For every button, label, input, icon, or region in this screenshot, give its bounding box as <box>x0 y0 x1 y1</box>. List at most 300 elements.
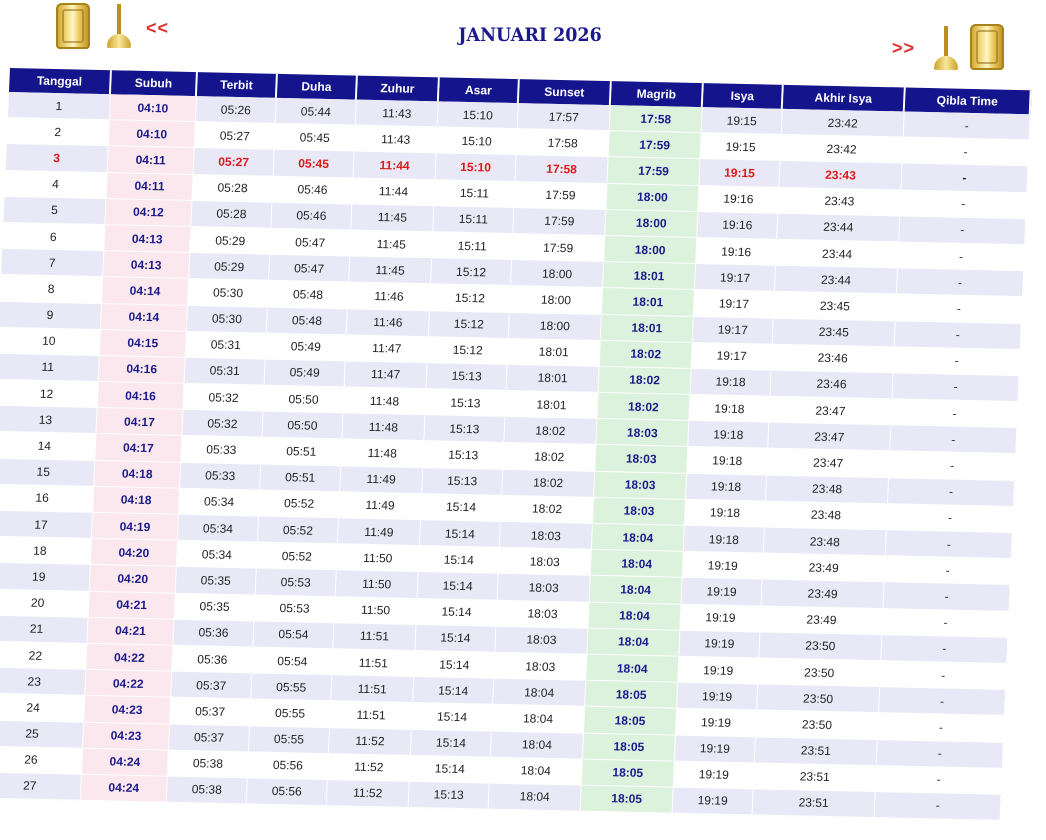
cell-asar: 15:10 <box>436 154 517 182</box>
cell-tanggal: 11 <box>0 354 100 382</box>
cell-duha: 05:44 <box>276 98 357 126</box>
cell-isya: 19:19 <box>682 578 763 606</box>
cell-akhir-isya: 23:47 <box>769 397 892 426</box>
cell-magrib: 18:05 <box>583 733 676 761</box>
cell-terbit: 05:32 <box>182 410 263 438</box>
cell-sunset: 18:02 <box>502 469 595 497</box>
cell-subuh: 04:23 <box>83 722 170 750</box>
cell-sunset: 18:03 <box>500 522 593 550</box>
cell-isya: 19:17 <box>692 343 773 371</box>
cell-terbit: 05:31 <box>185 358 266 386</box>
cell-sunset: 18:04 <box>490 757 583 785</box>
cell-asar: 15:14 <box>416 599 497 627</box>
cell-zuhur: 11:52 <box>329 728 412 756</box>
cell-akhir-isya: 23:43 <box>778 187 901 216</box>
cell-sunset: 17:57 <box>518 103 611 131</box>
cell-terbit: 05:27 <box>194 148 275 176</box>
cell-isya: 19:18 <box>687 447 768 475</box>
cell-zuhur: 11:43 <box>355 126 438 154</box>
cell-duha: 05:52 <box>257 543 338 571</box>
cell-terbit: 05:37 <box>171 672 252 700</box>
cell-duha: 05:45 <box>274 150 355 178</box>
cell-zuhur: 11:45 <box>350 230 433 258</box>
cell-tanggal: 8 <box>0 275 103 303</box>
cell-tanggal: 19 <box>0 563 91 591</box>
cell-asar: 15:12 <box>430 285 511 313</box>
cell-subuh: 04:24 <box>82 748 169 776</box>
cell-asar: 15:14 <box>420 520 501 548</box>
cell-magrib: 18:04 <box>591 550 684 578</box>
cell-tanggal: 18 <box>0 537 92 565</box>
cell-qibla-time: - <box>883 583 1010 612</box>
cell-duha: 05:50 <box>262 412 343 440</box>
cell-magrib: 18:04 <box>592 524 685 552</box>
cell-asar: 15:13 <box>409 782 490 810</box>
table-body <box>0 92 1031 821</box>
cell-zuhur: 11:51 <box>332 649 415 677</box>
cell-tanggal: 1 <box>8 92 111 120</box>
cell-magrib: 18:00 <box>604 236 697 264</box>
cell-qibla-time: - <box>903 138 1030 167</box>
column-header-sunset: Sunset <box>519 79 612 105</box>
cell-isya: 19:18 <box>685 500 766 528</box>
cell-tanggal: 9 <box>0 301 102 329</box>
cell-asar: 15:12 <box>431 258 512 286</box>
cell-tanggal: 10 <box>0 328 101 356</box>
prev-month-button[interactable]: << <box>146 18 170 38</box>
cell-qibla-time: - <box>904 112 1031 141</box>
cell-isya: 19:15 <box>699 159 780 187</box>
cell-terbit: 05:34 <box>179 489 260 517</box>
cell-tanggal: 4 <box>4 170 107 198</box>
cell-terbit: 05:31 <box>186 332 267 360</box>
cell-sunset: 18:02 <box>501 496 594 524</box>
cell-zuhur: 11:49 <box>340 466 423 494</box>
cell-terbit: 05:37 <box>169 724 250 752</box>
cell-akhir-isya: 23:47 <box>767 449 890 478</box>
cell-terbit: 05:35 <box>175 593 256 621</box>
cell-qibla-time: - <box>897 269 1024 298</box>
cell-sunset: 18:01 <box>508 339 601 367</box>
cell-sunset: 17:59 <box>512 234 605 262</box>
cell-magrib: 18:02 <box>599 367 692 395</box>
cell-subuh: 04:21 <box>89 591 176 619</box>
cell-asar: 15:14 <box>421 494 502 522</box>
cell-terbit: 05:36 <box>172 646 253 674</box>
cell-qibla-time: - <box>880 661 1007 690</box>
cell-terbit: 05:34 <box>177 541 258 569</box>
cell-sunset: 17:58 <box>517 129 610 157</box>
cell-terbit: 05:34 <box>178 515 259 543</box>
cell-zuhur: 11:44 <box>352 178 435 206</box>
cell-subuh: 04:22 <box>85 670 172 698</box>
cell-duha: 05:55 <box>250 700 331 728</box>
cell-subuh: 04:15 <box>100 330 187 358</box>
cell-magrib: 18:01 <box>601 314 694 342</box>
cell-qibla-time: - <box>900 190 1027 219</box>
column-header-magrib: Magrib <box>611 81 704 107</box>
cell-qibla-time: - <box>882 609 1009 638</box>
cell-magrib: 17:59 <box>609 131 702 159</box>
cell-isya: 19:19 <box>680 604 761 632</box>
cell-akhir-isya: 23:49 <box>763 554 886 583</box>
cell-asar: 15:12 <box>428 337 509 365</box>
cell-asar: 15:11 <box>433 206 514 234</box>
cell-qibla-time: - <box>885 556 1012 585</box>
cell-magrib: 18:04 <box>586 655 679 683</box>
column-header-isya: Isya <box>703 83 784 109</box>
cell-subuh: 04:13 <box>104 225 191 253</box>
cell-asar: 15:11 <box>432 232 513 260</box>
cell-subuh: 04:18 <box>94 461 181 489</box>
cell-subuh: 04:17 <box>95 434 182 462</box>
cell-zuhur: 11:48 <box>342 414 425 442</box>
cell-magrib: 18:03 <box>596 419 689 447</box>
cell-qibla-time: - <box>901 164 1028 193</box>
cell-tanggal: 26 <box>0 746 83 774</box>
cell-subuh: 04:10 <box>110 94 197 122</box>
cell-duha: 05:46 <box>272 176 353 204</box>
cell-subuh: 04:16 <box>99 356 186 384</box>
cell-isya: 19:17 <box>695 264 776 292</box>
cell-tanggal: 6 <box>2 223 105 251</box>
cell-asar: 15:14 <box>414 651 495 679</box>
cell-magrib: 18:01 <box>603 262 696 290</box>
cell-qibla-time: - <box>892 373 1019 402</box>
cell-subuh: 04:10 <box>109 120 196 148</box>
cell-magrib: 18:03 <box>595 445 688 473</box>
cell-qibla-time: - <box>878 713 1005 742</box>
lantern-icon <box>970 24 1004 70</box>
cell-isya: 19:16 <box>696 238 777 266</box>
cell-qibla-time: - <box>879 687 1006 716</box>
cell-akhir-isya: 23:50 <box>756 711 879 740</box>
cell-duha: 05:53 <box>255 595 336 623</box>
cell-isya: 19:19 <box>674 761 755 789</box>
cell-asar: 15:13 <box>425 389 506 417</box>
cell-sunset: 18:04 <box>492 705 585 733</box>
cell-akhir-isya: 23:45 <box>773 318 896 347</box>
column-header-tanggal: Tanggal <box>9 68 112 94</box>
cell-akhir-isya: 23:44 <box>776 240 899 269</box>
cell-zuhur: 11:44 <box>354 152 437 180</box>
cell-isya: 19:19 <box>675 735 756 763</box>
cell-zuhur: 11:45 <box>351 204 434 232</box>
cell-magrib: 18:04 <box>587 629 680 657</box>
cell-qibla-time: - <box>887 504 1014 533</box>
cell-terbit: 05:28 <box>191 201 272 229</box>
column-header-zuhur: Zuhur <box>357 76 440 102</box>
cell-zuhur: 11:45 <box>349 257 432 285</box>
cell-terbit: 05:38 <box>167 776 248 804</box>
cell-zuhur: 11:52 <box>327 780 410 808</box>
cell-akhir-isya: 23:48 <box>764 528 887 557</box>
cell-isya: 19:17 <box>693 316 774 344</box>
cell-tanggal: 23 <box>0 668 86 696</box>
cell-akhir-isya: 23:42 <box>781 135 904 164</box>
cell-magrib: 17:58 <box>610 105 703 133</box>
cell-tanggal: 14 <box>0 432 96 460</box>
cell-duha: 05:55 <box>251 674 332 702</box>
cell-zuhur: 11:49 <box>338 518 421 546</box>
cell-zuhur: 11:48 <box>343 387 426 415</box>
cell-isya: 19:18 <box>684 526 765 554</box>
cell-terbit: 05:33 <box>180 462 261 490</box>
cell-qibla-time: - <box>888 478 1015 507</box>
cell-akhir-isya: 23:48 <box>766 475 889 504</box>
cell-subuh: 04:19 <box>92 513 179 541</box>
cell-subuh: 04:11 <box>106 173 193 201</box>
cell-zuhur: 11:43 <box>356 100 439 128</box>
cell-asar: 15:14 <box>415 625 496 653</box>
column-header-terbit: Terbit <box>197 72 278 98</box>
cell-magrib: 18:03 <box>594 471 687 499</box>
cell-duha: 05:54 <box>253 621 334 649</box>
cell-isya: 19:18 <box>689 395 770 423</box>
cell-zuhur: 11:46 <box>348 283 431 311</box>
cell-asar: 15:13 <box>423 442 504 470</box>
hanging-lamp-icon <box>944 26 948 56</box>
cell-subuh: 04:20 <box>91 539 178 567</box>
column-header-akhir-isya: Akhir Isya <box>783 85 906 112</box>
cell-tanggal: 7 <box>1 249 104 277</box>
cell-duha: 05:51 <box>260 464 341 492</box>
calendar-header <box>0 0 1046 70</box>
cell-zuhur: 11:52 <box>328 754 411 782</box>
cell-magrib: 18:05 <box>581 786 674 814</box>
cell-qibla-time: - <box>889 452 1016 481</box>
next-month-button[interactable]: >> <box>892 38 916 58</box>
cell-magrib: 18:02 <box>597 393 690 421</box>
cell-asar: 15:13 <box>424 415 505 443</box>
cell-subuh: 04:22 <box>86 644 173 672</box>
cell-sunset: 18:04 <box>493 679 586 707</box>
column-header-duha: Duha <box>277 74 358 100</box>
cell-akhir-isya: 23:42 <box>782 109 905 138</box>
cell-terbit: 05:30 <box>188 279 269 307</box>
cell-sunset: 17:58 <box>515 155 608 183</box>
cell-asar: 15:12 <box>429 311 510 339</box>
cell-terbit: 05:33 <box>181 436 262 464</box>
cell-subuh: 04:21 <box>87 618 174 646</box>
cell-sunset: 18:04 <box>491 731 584 759</box>
cell-subuh: 04:12 <box>105 199 192 227</box>
cell-magrib: 18:00 <box>605 210 698 238</box>
cell-subuh: 04:16 <box>98 382 185 410</box>
cell-duha: 05:50 <box>263 386 344 414</box>
page-title: JANUARI 2026 <box>458 24 602 46</box>
cell-sunset: 17:59 <box>513 208 606 236</box>
cell-akhir-isya: 23:51 <box>755 737 878 766</box>
cell-isya: 19:17 <box>694 290 775 318</box>
cell-sunset: 18:02 <box>504 417 597 445</box>
cell-subuh: 04:14 <box>102 277 189 305</box>
cell-akhir-isya: 23:46 <box>772 344 895 373</box>
cell-terbit: 05:27 <box>195 122 276 150</box>
cell-asar: 15:14 <box>411 729 492 757</box>
cell-subuh: 04:14 <box>101 304 188 332</box>
cell-qibla-time: - <box>898 242 1025 271</box>
cell-duha: 05:56 <box>248 752 329 780</box>
cell-asar: 15:11 <box>434 180 515 208</box>
cell-tanggal: 21 <box>0 615 89 643</box>
cell-asar: 15:10 <box>437 128 518 156</box>
cell-qibla-time: - <box>896 295 1023 324</box>
column-header-asar: Asar <box>439 77 520 103</box>
cell-isya: 19:15 <box>701 133 782 161</box>
cell-duha: 05:45 <box>275 124 356 152</box>
cell-qibla-time: - <box>894 347 1021 376</box>
cell-qibla-time: - <box>895 321 1022 350</box>
cell-asar: 15:14 <box>412 703 493 731</box>
cell-zuhur: 11:46 <box>347 309 430 337</box>
cell-duha: 05:47 <box>270 229 351 257</box>
cell-sunset: 18:02 <box>503 443 596 471</box>
cell-terbit: 05:32 <box>183 384 264 412</box>
cell-asar: 15:14 <box>419 546 500 574</box>
cell-subuh: 04:18 <box>93 487 180 515</box>
cell-zuhur: 11:51 <box>331 675 414 703</box>
cell-akhir-isya: 23:50 <box>758 658 881 687</box>
cell-zuhur: 11:47 <box>346 335 429 363</box>
cell-tanggal: 15 <box>0 458 95 486</box>
cell-subuh: 04:17 <box>96 408 183 436</box>
cell-terbit: 05:35 <box>176 567 257 595</box>
cell-terbit: 05:29 <box>190 227 271 255</box>
cell-isya: 19:18 <box>688 421 769 449</box>
column-header-subuh: Subuh <box>111 70 198 96</box>
cell-sunset: 18:03 <box>496 600 589 628</box>
cell-terbit: 05:29 <box>189 253 270 281</box>
cell-tanggal: 2 <box>7 118 110 146</box>
cell-magrib: 18:05 <box>584 707 677 735</box>
cell-subuh: 04:24 <box>81 775 168 803</box>
cell-sunset: 18:03 <box>498 574 591 602</box>
cell-akhir-isya: 23:50 <box>759 632 882 661</box>
cell-qibla-time: - <box>890 426 1017 455</box>
cell-tanggal: 27 <box>0 772 82 800</box>
cell-akhir-isya: 23:51 <box>753 789 876 818</box>
cell-asar: 15:14 <box>410 756 491 784</box>
cell-sunset: 18:01 <box>505 391 598 419</box>
cell-asar: 15:14 <box>413 677 494 705</box>
cell-isya: 19:19 <box>678 657 759 685</box>
cell-akhir-isya: 23:48 <box>765 501 888 530</box>
cell-sunset: 18:03 <box>495 626 588 654</box>
cell-qibla-time: - <box>886 530 1013 559</box>
cell-terbit: 05:30 <box>187 305 268 333</box>
cell-akhir-isya: 23:50 <box>757 685 880 714</box>
prayer-times-table-wrapper <box>0 68 1040 840</box>
cell-subuh: 04:23 <box>84 696 171 724</box>
cell-isya: 19:18 <box>690 369 771 397</box>
cell-subuh: 04:11 <box>108 147 195 175</box>
cell-tanggal: 20 <box>0 589 90 617</box>
cell-magrib: 17:59 <box>607 157 700 185</box>
cell-akhir-isya: 23:49 <box>762 580 885 609</box>
cell-magrib: 18:01 <box>602 288 695 316</box>
cell-asar: 15:10 <box>438 101 519 129</box>
cell-akhir-isya: 23:46 <box>770 371 893 400</box>
cell-sunset: 18:03 <box>499 548 592 576</box>
cell-akhir-isya: 23:51 <box>754 763 877 792</box>
cell-isya: 19:19 <box>676 709 757 737</box>
cell-duha: 05:52 <box>259 490 340 518</box>
cell-sunset: 18:00 <box>509 312 602 340</box>
cell-duha: 05:48 <box>267 307 348 335</box>
cell-terbit: 05:26 <box>196 96 277 124</box>
cell-zuhur: 11:47 <box>345 361 428 389</box>
cell-duha: 05:47 <box>269 255 350 283</box>
cell-isya: 19:16 <box>698 186 779 214</box>
cell-sunset: 18:04 <box>489 784 582 812</box>
cell-magrib: 18:03 <box>593 498 686 526</box>
cell-isya: 19:19 <box>683 552 764 580</box>
cell-isya: 19:16 <box>697 212 778 240</box>
cell-duha: 05:55 <box>249 726 330 754</box>
cell-sunset: 18:03 <box>494 653 587 681</box>
cell-sunset: 18:01 <box>507 365 600 393</box>
cell-qibla-time: - <box>876 766 1003 795</box>
cell-sunset: 17:59 <box>514 182 607 210</box>
cell-isya: 19:15 <box>702 107 783 135</box>
cell-subuh: 04:20 <box>90 565 177 593</box>
cell-duha: 05:56 <box>247 778 328 806</box>
cell-asar: 15:13 <box>427 363 508 391</box>
hanging-lamp-icon <box>117 4 121 34</box>
cell-tanggal: 17 <box>0 511 93 539</box>
cell-subuh: 04:13 <box>103 251 190 279</box>
cell-sunset: 18:00 <box>511 260 604 288</box>
cell-qibla-time: - <box>891 399 1018 428</box>
cell-asar: 15:14 <box>418 572 499 600</box>
cell-magrib: 18:04 <box>588 602 681 630</box>
cell-magrib: 18:05 <box>585 681 678 709</box>
cell-duha: 05:53 <box>256 569 337 597</box>
cell-qibla-time: - <box>881 635 1008 664</box>
cell-duha: 05:54 <box>252 647 333 675</box>
cell-tanggal: 5 <box>3 197 106 225</box>
cell-isya: 19:19 <box>673 788 754 816</box>
cell-magrib: 18:05 <box>582 759 675 787</box>
cell-terbit: 05:28 <box>192 175 273 203</box>
cell-akhir-isya: 23:43 <box>779 161 902 190</box>
prayer-times-table <box>0 68 1032 821</box>
cell-isya: 19:18 <box>686 473 767 501</box>
column-header-qibla-time: Qibla Time <box>905 88 1032 115</box>
cell-zuhur: 11:51 <box>333 623 416 651</box>
cell-akhir-isya: 23:45 <box>774 292 897 321</box>
cell-tanggal: 25 <box>0 720 84 748</box>
cell-terbit: 05:37 <box>170 698 251 726</box>
cell-duha: 05:51 <box>261 438 342 466</box>
cell-tanggal: 3 <box>6 144 109 172</box>
cell-zuhur: 11:50 <box>336 571 419 599</box>
cell-qibla-time: - <box>877 740 1004 769</box>
cell-zuhur: 11:51 <box>330 701 413 729</box>
cell-duha: 05:48 <box>268 281 349 309</box>
cell-tanggal: 12 <box>0 380 99 408</box>
cell-tanggal: 16 <box>0 485 94 513</box>
cell-duha: 05:49 <box>265 360 346 388</box>
cell-magrib: 18:02 <box>600 341 693 369</box>
cell-zuhur: 11:50 <box>337 544 420 572</box>
cell-zuhur: 11:48 <box>341 440 424 468</box>
cell-magrib: 18:00 <box>606 184 699 212</box>
cell-zuhur: 11:49 <box>339 492 422 520</box>
cell-tanggal: 13 <box>0 406 98 434</box>
cell-akhir-isya: 23:44 <box>775 266 898 295</box>
